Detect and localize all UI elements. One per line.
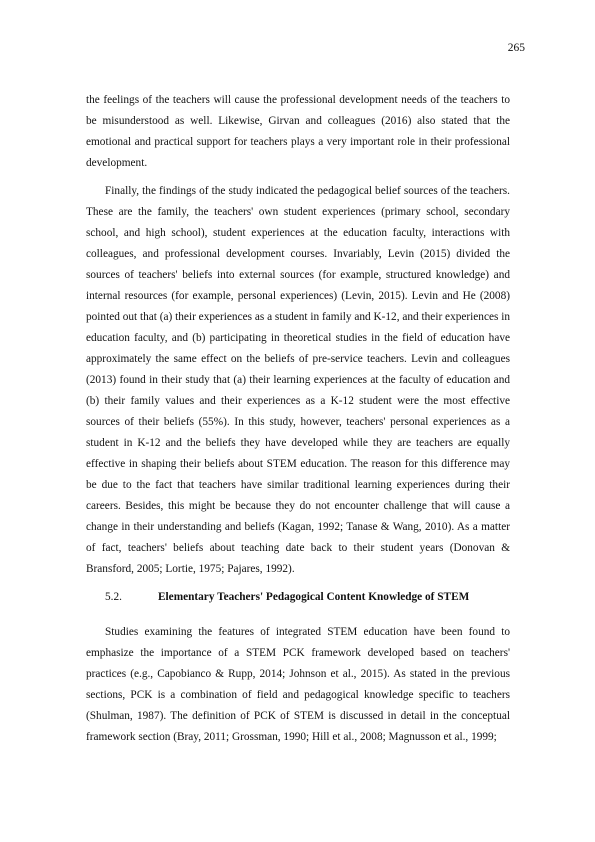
section-title: Elementary Teachers' Pedagogical Content Knowledge of STEM bbox=[158, 591, 470, 603]
body-paragraph-3: Studies examining the features of integrated STEM education have been found to emphasize the importance of a STEM PCK framework developed based on teachers' practices (e.g., Capobianco & Rupp, 2014; Johnson et al., 2015). As stated in the previous sections, PCK is a combination of field and pedagogical knowledge specific to teachers (Shulman, 1987). The definition of PCK of STEM is discussed in detail in the conceptual framework section (Bray, 2011; Grossman, 1990; Hill et al., 2008; Magnusson et al., 1999; bbox=[86, 626, 510, 743]
body-paragraph-2: Finally, the findings of the study indicated the pedagogical belief sources of the teachers. These are the family, the teachers' own student experiences (primary school, secondary school, and high school), student experiences at the education faculty, interactions with colleagues, and professional development courses. Invariably, Levin (2015) divided the sources of teachers' beliefs into external sources (for example, structured knowledge) and internal resources (for example, personal experiences) (Levin, 2015). Levin and He (2008) pointed out that (a) their experiences as a student in family and K-12, and their experiences in education faculty, and (b) participating in theoretical studies in the field of education have approximately the same effect on the beliefs of pre-service teachers. Levin and colleagues (2013) found in their study that (a) their learning experiences at the faculty of education and (b) their family values and their experiences as a K-12 student were the most effective sources of their beliefs (55%). In this study, however, teachers' personal experiences as a student in K-12 and the beliefs they have developed while they are teachers are equally effective in shaping their beliefs about STEM education. The reason for this difference may be due to the fact that teachers have similar traditional learning experiences during their careers. Besides, this might be because they do not encounter challenge that will cause a change in their understanding and beliefs (Kagan, 1992; Tanase & Wang, 2010). As a matter of fact, teachers' beliefs about teaching date back to their student years (Donovan & Bransford, 2005; Lortie, 1975; Pajares, 1992). bbox=[86, 185, 510, 575]
section-number: 5.2. bbox=[105, 591, 122, 603]
section-heading bbox=[105, 587, 525, 607]
page-number: 265 bbox=[507, 42, 525, 54]
body-paragraph-1: the feelings of the teachers will cause the professional development needs of the teachers to be misunderstood as well. Likewise, Girvan and colleagues (2016) also stated that the emotional and practical support for teachers plays a very important role in their professional development. bbox=[86, 94, 510, 169]
